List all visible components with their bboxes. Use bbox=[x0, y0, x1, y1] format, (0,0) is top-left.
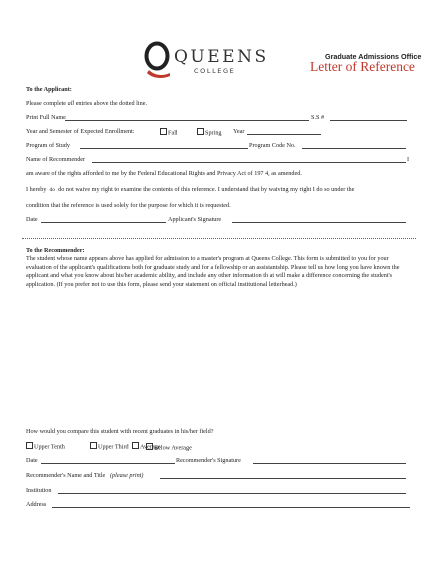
recommender-heading: To the Recommender: bbox=[26, 247, 85, 254]
spring-label: Spring bbox=[205, 129, 222, 137]
rec-date-label: Date bbox=[26, 457, 38, 464]
ss-label: S.S # bbox=[311, 114, 325, 121]
waiver-pre: I hereby bbox=[26, 186, 47, 193]
year-field[interactable] bbox=[247, 134, 321, 135]
enrollment-label: Year and Semester of Expected Enrollment: bbox=[26, 128, 135, 135]
instr-pre: Please complete bbox=[26, 100, 67, 107]
waiver-post: do not waive my right to examine the contents of this reference. I understand that by waiving my right I do so under the bbox=[58, 186, 355, 193]
recommender-name-label: Name of Recommender bbox=[26, 156, 86, 163]
ss-field[interactable] bbox=[330, 120, 407, 121]
please-print-hint: (please print) bbox=[109, 472, 144, 479]
applicant-signature-label: Applicant's Signature bbox=[168, 216, 222, 223]
address-label: Address bbox=[26, 501, 47, 508]
applicant-heading: To the Applicant: bbox=[26, 86, 72, 93]
rec-name-title-label bbox=[26, 472, 143, 479]
office-name: Graduate Admissions Office bbox=[325, 52, 422, 61]
fall-option[interactable] bbox=[160, 128, 178, 137]
dotted-separator bbox=[22, 238, 416, 239]
print-name-label: Print Full Name bbox=[26, 114, 66, 121]
program-label: Program of Study bbox=[26, 142, 70, 149]
spring-checkbox[interactable] bbox=[197, 128, 204, 135]
fall-label: Fall bbox=[168, 129, 178, 137]
instructions bbox=[26, 100, 147, 107]
recommender-instructions: The student whose name appears above has applied for admission to a master's program at Queens College. This form is submitted to you for your evaluation of the applicant's qualifications both for graduate study and for a fellowship or an assistantship. Please tell us how long you have known the applicant and what you know about his/her academic ability, and include any other information th at will make a difference concerning the student's application. (If you prefer not to use this form, please send your statement on official institutional letterhead.) bbox=[26, 255, 400, 288]
upper-third-option[interactable] bbox=[90, 442, 129, 451]
logo-wordmark: QUEENS bbox=[174, 47, 269, 67]
upper-tenth-checkbox[interactable] bbox=[26, 442, 33, 449]
upper-tenth-option[interactable] bbox=[26, 442, 65, 451]
below-average-option[interactable] bbox=[146, 443, 192, 452]
instr-post: entries above the dotted line. bbox=[75, 100, 147, 107]
average-checkbox[interactable] bbox=[132, 442, 139, 449]
below-average-checkbox[interactable] bbox=[146, 443, 153, 450]
recommender-name-field[interactable] bbox=[92, 162, 406, 163]
upper-third-label: Upper Third bbox=[98, 443, 129, 451]
institution-field[interactable] bbox=[58, 493, 406, 494]
below-average-label: Below Average bbox=[154, 444, 192, 452]
compare-question: How would you compare this student with recent graduates in his/her field? bbox=[26, 428, 214, 435]
applicant-date-label: Date bbox=[26, 216, 38, 223]
instr-em: all bbox=[67, 100, 75, 107]
queens-q-logo bbox=[143, 40, 171, 80]
rec-name-title-field[interactable] bbox=[160, 478, 406, 479]
applicant-signature-field[interactable] bbox=[232, 222, 406, 223]
institution-label: Institution bbox=[26, 487, 52, 494]
program-field[interactable] bbox=[80, 148, 248, 149]
waiver-line bbox=[26, 186, 354, 194]
waiver-condition: condition that the reference is used solely for the purpose for which it is requested. bbox=[26, 202, 231, 209]
program-code-label: Program Code No. bbox=[249, 142, 296, 149]
i-marker: I bbox=[407, 156, 410, 163]
rec-signature-field[interactable] bbox=[253, 463, 406, 464]
logo-subtitle: COLLEGE bbox=[194, 67, 236, 75]
waiver-do[interactable]: do bbox=[49, 187, 56, 193]
rec-signature-label: Recommender's Signature bbox=[176, 457, 241, 464]
fall-checkbox[interactable] bbox=[160, 128, 167, 135]
ferpa-statement: am aware of the rights afforded to me by the Federal Educational Rights and Privacy Act of 197 4, as amended. bbox=[26, 170, 302, 177]
spring-option[interactable] bbox=[197, 128, 222, 137]
rec-date-field[interactable] bbox=[41, 463, 175, 464]
program-code-field[interactable] bbox=[302, 148, 406, 149]
year-label: Year bbox=[233, 128, 245, 135]
upper-third-checkbox[interactable] bbox=[90, 442, 97, 449]
upper-tenth-label: Upper Tenth bbox=[34, 443, 65, 451]
print-name-field[interactable] bbox=[65, 120, 309, 121]
address-field[interactable] bbox=[52, 507, 410, 508]
applicant-date-field[interactable] bbox=[41, 222, 166, 223]
average-label: Average bbox=[140, 443, 161, 451]
form-title: Letter of Reference bbox=[310, 59, 415, 74]
rec-name-title-text: Recommender's Name and Title bbox=[26, 472, 106, 479]
